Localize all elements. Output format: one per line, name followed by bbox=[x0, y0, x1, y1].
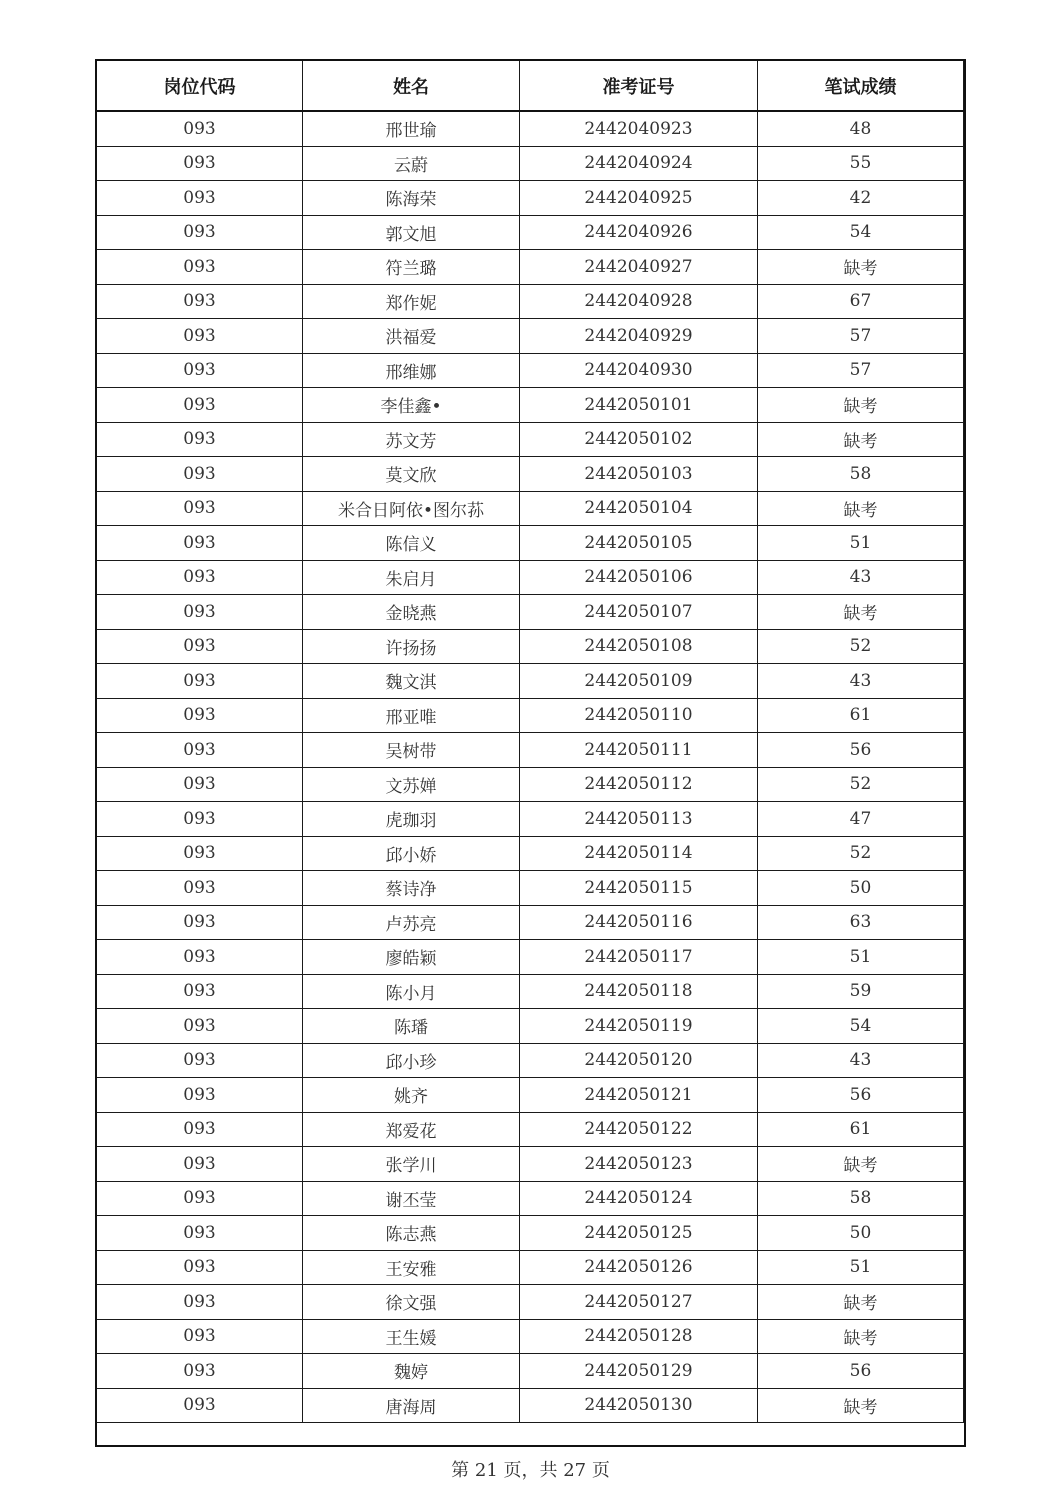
score-cell: 57 bbox=[758, 353, 964, 388]
name-cell: 邱小娇 bbox=[303, 836, 520, 871]
table-row bbox=[97, 181, 964, 216]
name-cell: 陈小月 bbox=[303, 974, 520, 1009]
score-cell: 51 bbox=[758, 940, 964, 975]
score-cell: 50 bbox=[758, 871, 964, 906]
position-code-cell: 093 bbox=[97, 940, 303, 975]
position-code-cell: 093 bbox=[97, 871, 303, 906]
position-code-cell: 093 bbox=[97, 181, 303, 216]
ticket-number-cell: 2442040925 bbox=[520, 181, 758, 216]
ticket-number-cell: 2442040926 bbox=[520, 215, 758, 250]
name-cell: 李佳鑫• bbox=[303, 388, 520, 423]
position-code-cell: 093 bbox=[97, 1078, 303, 1113]
name-cell: 卢苏亮 bbox=[303, 905, 520, 940]
name-cell: 郑爱花 bbox=[303, 1112, 520, 1147]
score-cell: 43 bbox=[758, 1043, 964, 1078]
table-row bbox=[97, 802, 964, 837]
score-cell: 52 bbox=[758, 836, 964, 871]
position-code-cell: 093 bbox=[97, 215, 303, 250]
table-row bbox=[97, 388, 964, 423]
ticket-number-cell: 2442050105 bbox=[520, 526, 758, 561]
position-code-cell: 093 bbox=[97, 1319, 303, 1354]
score-cell: 50 bbox=[758, 1216, 964, 1251]
name-cell: 唐海周 bbox=[303, 1388, 520, 1423]
header-name: 姓名 bbox=[303, 61, 520, 112]
position-code-cell: 093 bbox=[97, 905, 303, 940]
position-code-cell: 093 bbox=[97, 422, 303, 457]
score-cell: 51 bbox=[758, 1250, 964, 1285]
score-cell: 55 bbox=[758, 146, 964, 181]
table-row bbox=[97, 111, 964, 146]
position-code-cell: 093 bbox=[97, 1147, 303, 1182]
score-cell: 缺考 bbox=[758, 388, 964, 423]
table-row bbox=[97, 1285, 964, 1320]
table-row bbox=[97, 457, 964, 492]
table-row bbox=[97, 1388, 964, 1423]
name-cell: 郭文旭 bbox=[303, 215, 520, 250]
ticket-number-cell: 2442050114 bbox=[520, 836, 758, 871]
header-position-code: 岗位代码 bbox=[97, 61, 303, 112]
position-code-cell: 093 bbox=[97, 1216, 303, 1251]
name-cell: 虎珈羽 bbox=[303, 802, 520, 837]
ticket-number-cell: 2442040927 bbox=[520, 250, 758, 285]
score-cell: 缺考 bbox=[758, 491, 964, 526]
name-cell: 王生媛 bbox=[303, 1319, 520, 1354]
position-code-cell: 093 bbox=[97, 491, 303, 526]
name-cell: 文苏婵 bbox=[303, 767, 520, 802]
position-code-cell: 093 bbox=[97, 111, 303, 146]
score-cell: 48 bbox=[758, 111, 964, 146]
ticket-number-cell: 2442050117 bbox=[520, 940, 758, 975]
ticket-number-cell: 2442050124 bbox=[520, 1181, 758, 1216]
ticket-number-cell: 2442040930 bbox=[520, 353, 758, 388]
name-cell: 姚齐 bbox=[303, 1078, 520, 1113]
name-cell: 王安雅 bbox=[303, 1250, 520, 1285]
name-cell: 陈志燕 bbox=[303, 1216, 520, 1251]
ticket-number-cell: 2442050127 bbox=[520, 1285, 758, 1320]
header-ticket-number: 准考证号 bbox=[520, 61, 758, 112]
score-cell: 56 bbox=[758, 733, 964, 768]
ticket-number-cell: 2442050103 bbox=[520, 457, 758, 492]
score-cell: 61 bbox=[758, 1112, 964, 1147]
ticket-number-cell: 2442050108 bbox=[520, 629, 758, 664]
position-code-cell: 093 bbox=[97, 353, 303, 388]
table-row bbox=[97, 1216, 964, 1251]
table-row bbox=[97, 698, 964, 733]
position-code-cell: 093 bbox=[97, 595, 303, 630]
name-cell: 邱小珍 bbox=[303, 1043, 520, 1078]
ticket-number-cell: 2442040929 bbox=[520, 319, 758, 354]
table-row bbox=[97, 284, 964, 319]
score-cell: 缺考 bbox=[758, 250, 964, 285]
name-cell: 米合日阿依•图尔荪 bbox=[303, 491, 520, 526]
score-cell: 52 bbox=[758, 767, 964, 802]
position-code-cell: 093 bbox=[97, 1181, 303, 1216]
table-row bbox=[97, 595, 964, 630]
position-code-cell: 093 bbox=[97, 1285, 303, 1320]
table-row bbox=[97, 664, 964, 699]
ticket-number-cell: 2442050125 bbox=[520, 1216, 758, 1251]
name-cell: 云蔚 bbox=[303, 146, 520, 181]
name-cell: 陈璠 bbox=[303, 1009, 520, 1044]
score-cell: 47 bbox=[758, 802, 964, 837]
position-code-cell: 093 bbox=[97, 1388, 303, 1423]
score-cell: 缺考 bbox=[758, 1285, 964, 1320]
position-code-cell: 093 bbox=[97, 1250, 303, 1285]
table-row bbox=[97, 1147, 964, 1182]
score-cell: 56 bbox=[758, 1354, 964, 1389]
score-cell: 52 bbox=[758, 629, 964, 664]
table-row bbox=[97, 1319, 964, 1354]
score-table bbox=[96, 60, 964, 1423]
ticket-number-cell: 2442050128 bbox=[520, 1319, 758, 1354]
position-code-cell: 093 bbox=[97, 974, 303, 1009]
name-cell: 陈信义 bbox=[303, 526, 520, 561]
ticket-number-cell: 2442050106 bbox=[520, 560, 758, 595]
table-row bbox=[97, 836, 964, 871]
table-row bbox=[97, 1181, 964, 1216]
ticket-number-cell: 2442050122 bbox=[520, 1112, 758, 1147]
ticket-number-cell: 2442050104 bbox=[520, 491, 758, 526]
table-row bbox=[97, 353, 964, 388]
table-row bbox=[97, 871, 964, 906]
position-code-cell: 093 bbox=[97, 698, 303, 733]
position-code-cell: 093 bbox=[97, 1043, 303, 1078]
table-row bbox=[97, 940, 964, 975]
table-row bbox=[97, 215, 964, 250]
score-cell: 缺考 bbox=[758, 1147, 964, 1182]
table-row bbox=[97, 422, 964, 457]
ticket-number-cell: 2442050107 bbox=[520, 595, 758, 630]
ticket-number-cell: 2442050110 bbox=[520, 698, 758, 733]
ticket-number-cell: 2442040928 bbox=[520, 284, 758, 319]
name-cell: 陈海荣 bbox=[303, 181, 520, 216]
table-row bbox=[97, 319, 964, 354]
table-row bbox=[97, 250, 964, 285]
ticket-number-cell: 2442050120 bbox=[520, 1043, 758, 1078]
ticket-number-cell: 2442050123 bbox=[520, 1147, 758, 1182]
ticket-number-cell: 2442040924 bbox=[520, 146, 758, 181]
name-cell: 魏文淇 bbox=[303, 664, 520, 699]
ticket-number-cell: 2442050102 bbox=[520, 422, 758, 457]
table-row bbox=[97, 1250, 964, 1285]
score-cell: 63 bbox=[758, 905, 964, 940]
ticket-number-cell: 2442050101 bbox=[520, 388, 758, 423]
score-cell: 58 bbox=[758, 1181, 964, 1216]
table-row bbox=[97, 733, 964, 768]
name-cell: 蔡诗净 bbox=[303, 871, 520, 906]
name-cell: 张学川 bbox=[303, 1147, 520, 1182]
score-cell: 缺考 bbox=[758, 422, 964, 457]
table-row bbox=[97, 767, 964, 802]
page-number: 第 21 页，共 27 页 bbox=[451, 1460, 610, 1481]
table-row bbox=[97, 905, 964, 940]
table-row bbox=[97, 560, 964, 595]
name-cell: 邢世瑜 bbox=[303, 111, 520, 146]
score-cell: 67 bbox=[758, 284, 964, 319]
position-code-cell: 093 bbox=[97, 767, 303, 802]
name-cell: 吴树带 bbox=[303, 733, 520, 768]
name-cell: 莫文欣 bbox=[303, 457, 520, 492]
name-cell: 谢丕莹 bbox=[303, 1181, 520, 1216]
position-code-cell: 093 bbox=[97, 836, 303, 871]
position-code-cell: 093 bbox=[97, 146, 303, 181]
name-cell: 许扬扬 bbox=[303, 629, 520, 664]
ticket-number-cell: 2442050126 bbox=[520, 1250, 758, 1285]
score-cell: 57 bbox=[758, 319, 964, 354]
position-code-cell: 093 bbox=[97, 629, 303, 664]
ticket-number-cell: 2442050109 bbox=[520, 664, 758, 699]
ticket-number-cell: 2442050121 bbox=[520, 1078, 758, 1113]
name-cell: 郑作妮 bbox=[303, 284, 520, 319]
position-code-cell: 093 bbox=[97, 1112, 303, 1147]
position-code-cell: 093 bbox=[97, 664, 303, 699]
name-cell: 徐文强 bbox=[303, 1285, 520, 1320]
ticket-number-cell: 2442050119 bbox=[520, 1009, 758, 1044]
score-cell: 58 bbox=[758, 457, 964, 492]
score-cell: 缺考 bbox=[758, 1388, 964, 1423]
table-row bbox=[97, 1009, 964, 1044]
table-header-row bbox=[97, 61, 964, 112]
name-cell: 廖皓颖 bbox=[303, 940, 520, 975]
score-cell: 缺考 bbox=[758, 595, 964, 630]
ticket-number-cell: 2442050113 bbox=[520, 802, 758, 837]
score-cell: 42 bbox=[758, 181, 964, 216]
name-cell: 魏婷 bbox=[303, 1354, 520, 1389]
position-code-cell: 093 bbox=[97, 802, 303, 837]
position-code-cell: 093 bbox=[97, 319, 303, 354]
ticket-number-cell: 2442050116 bbox=[520, 905, 758, 940]
position-code-cell: 093 bbox=[97, 733, 303, 768]
score-cell: 61 bbox=[758, 698, 964, 733]
position-code-cell: 093 bbox=[97, 1354, 303, 1389]
ticket-number-cell: 2442050111 bbox=[520, 733, 758, 768]
score-cell: 51 bbox=[758, 526, 964, 561]
table-row bbox=[97, 526, 964, 561]
table-row bbox=[97, 974, 964, 1009]
position-code-cell: 093 bbox=[97, 526, 303, 561]
score-cell: 56 bbox=[758, 1078, 964, 1113]
position-code-cell: 093 bbox=[97, 388, 303, 423]
score-cell: 54 bbox=[758, 215, 964, 250]
table-row bbox=[97, 629, 964, 664]
table-row bbox=[97, 1354, 964, 1389]
position-code-cell: 093 bbox=[97, 250, 303, 285]
table-row bbox=[97, 146, 964, 181]
position-code-cell: 093 bbox=[97, 284, 303, 319]
position-code-cell: 093 bbox=[97, 560, 303, 595]
score-cell: 43 bbox=[758, 560, 964, 595]
table-row bbox=[97, 1078, 964, 1113]
name-cell: 苏文芳 bbox=[303, 422, 520, 457]
score-cell: 43 bbox=[758, 664, 964, 699]
table-row bbox=[97, 1112, 964, 1147]
name-cell: 符兰璐 bbox=[303, 250, 520, 285]
ticket-number-cell: 2442050129 bbox=[520, 1354, 758, 1389]
ticket-number-cell: 2442050118 bbox=[520, 974, 758, 1009]
ticket-number-cell: 2442050115 bbox=[520, 871, 758, 906]
ticket-number-cell: 2442040923 bbox=[520, 111, 758, 146]
name-cell: 朱启月 bbox=[303, 560, 520, 595]
score-cell: 缺考 bbox=[758, 1319, 964, 1354]
header-written-score: 笔试成绩 bbox=[758, 61, 964, 112]
ticket-number-cell: 2442050130 bbox=[520, 1388, 758, 1423]
table-row bbox=[97, 1043, 964, 1078]
name-cell: 邢亚唯 bbox=[303, 698, 520, 733]
name-cell: 洪福爱 bbox=[303, 319, 520, 354]
score-cell: 59 bbox=[758, 974, 964, 1009]
position-code-cell: 093 bbox=[97, 457, 303, 492]
position-code-cell: 093 bbox=[97, 1009, 303, 1044]
score-cell: 54 bbox=[758, 1009, 964, 1044]
name-cell: 邢维娜 bbox=[303, 353, 520, 388]
table-row bbox=[97, 491, 964, 526]
name-cell: 金晓燕 bbox=[303, 595, 520, 630]
ticket-number-cell: 2442050112 bbox=[520, 767, 758, 802]
table-body bbox=[97, 111, 964, 1423]
